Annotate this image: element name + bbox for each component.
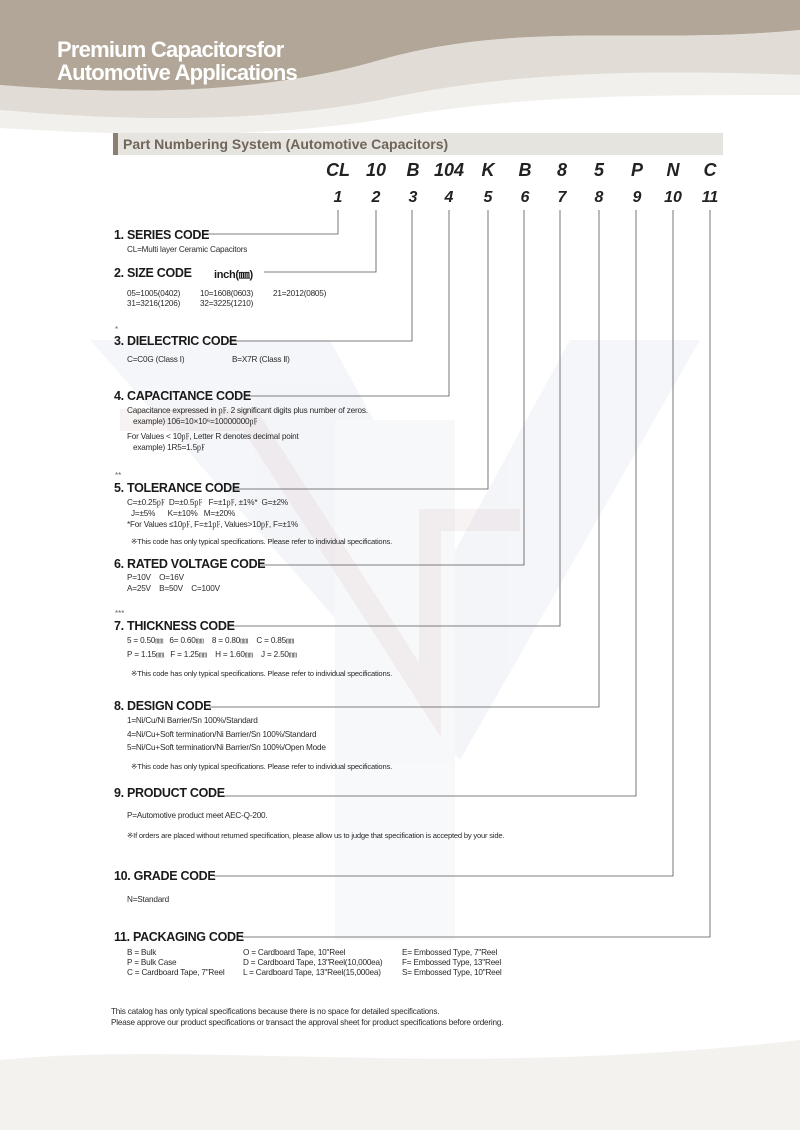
packaging-l: L = Cardboard Tape, 13"Reel(15,000ea) <box>243 968 381 977</box>
capacitance-code-heading: 4. CAPACITANCE CODE <box>114 389 251 403</box>
tolerance-code-heading: 5. TOLERANCE CODE <box>114 481 240 495</box>
design-desc-1: 1=Ni/Cu/Ni Barrier/Sn 100%/Standard <box>127 716 258 725</box>
packaging-d: D = Cardboard Tape, 13"Reel(10,000ea) <box>243 958 383 967</box>
size-code-unit: inch(㎜) <box>214 269 253 281</box>
design-desc-3: 5=Ni/Cu+Soft termination/Ni Barrier/Sn 100%/Open Mode <box>127 743 326 752</box>
dielectric-star: * <box>115 325 119 334</box>
position-number-2: 2 <box>371 189 381 206</box>
design-code-heading: 8. DESIGN CODE <box>114 699 212 713</box>
part-code-9: P <box>630 160 643 180</box>
part-code-6: B <box>518 160 532 180</box>
part-code-11: C <box>703 160 717 180</box>
series-code-heading: 1. SERIES CODE <box>114 228 210 242</box>
part-code-4: 104 <box>433 160 465 180</box>
thickness-desc-1: 5 = 0.50㎜ 6= 0.60㎜ 8 = 0.80㎜ C = 0.85㎜ <box>127 636 294 645</box>
size-21: 21=2012(0805) <box>273 289 327 298</box>
part-code-5: K <box>481 160 495 180</box>
packaging-b: B = Bulk <box>127 948 157 957</box>
part-code-10: N <box>666 160 680 180</box>
title-line-2: Automotive Applications <box>57 60 297 85</box>
size-05: 05=1005(0402) <box>127 289 181 298</box>
footer-note-1: This catalog has only typical specifications because there is no space for detailed specifications. <box>111 1007 440 1016</box>
tolerance-note: ※This code has only typical specifications. Please refer to individual specifications. <box>131 537 392 546</box>
capacitance-desc-2: example) 106=10×10⁶=10000000㎊ <box>133 417 258 426</box>
capacitance-desc-1: Capacitance expressed in ㎊. 2 significant digits plus number of zeros. <box>127 406 368 415</box>
tolerance-desc-1: C=±0.25㎊ D=±0.5㎊ F=±1㎊, ±1%* G=±2% <box>127 498 288 507</box>
packaging-e: E= Embossed Type, 7"Reel <box>402 948 498 957</box>
size-code-heading: 2. SIZE CODE <box>114 266 192 280</box>
part-code-3: B <box>406 160 420 180</box>
position-number-9: 9 <box>632 189 642 206</box>
design-desc-2: 4=Ni/Cu+Soft termination/Ni Barrier/Sn 100%/Standard <box>127 730 317 739</box>
packaging-p: P = Bulk Case <box>127 958 177 967</box>
product-code-heading: 9. PRODUCT CODE <box>114 786 225 800</box>
tolerance-desc-2: J=±5% K=±10% M=±20% <box>131 509 236 518</box>
footer-note-2: Please approve our product specifications or transact the approval sheet for product specifications before ordering. <box>111 1018 504 1027</box>
thickness-star: *** <box>115 609 125 618</box>
packaging-s: S= Embossed Type, 10"Reel <box>402 968 502 977</box>
dielectric-x7r: B=X7R (Class Ⅱ) <box>232 355 290 364</box>
product-desc: P=Automotive product meet AEC-Q-200. <box>127 811 268 820</box>
part-code-8: 5 <box>593 160 604 180</box>
packaging-code-heading: 11. PACKAGING CODE <box>114 930 244 944</box>
part-code-2: 10 <box>365 160 387 180</box>
dielectric-code-heading: 3. DIELECTRIC CODE <box>114 334 238 348</box>
position-number-8: 8 <box>594 189 604 206</box>
position-number-1: 1 <box>333 189 343 206</box>
grade-desc: N=Standard <box>127 895 169 904</box>
size-10: 10=1608(0603) <box>200 289 254 298</box>
position-number-4: 4 <box>444 189 454 206</box>
thickness-desc-2: P = 1.15㎜ F = 1.25㎜ H = 1.60㎜ J = 2.50㎜ <box>127 650 297 659</box>
dielectric-c0g: C=C0G (Class Ⅰ) <box>127 355 185 364</box>
grade-code-heading: 10. GRADE CODE <box>114 869 216 883</box>
position-number-7: 7 <box>557 189 567 206</box>
voltage-desc-2: A=25V B=50V C=100V <box>127 584 220 593</box>
size-32: 32=3225(1210) <box>200 299 254 308</box>
section-title: Part Numbering System (Automotive Capacitors) <box>123 136 449 152</box>
part-code-7: 8 <box>556 160 567 180</box>
packaging-c: C = Cardboard Tape, 7"Reel <box>127 968 225 977</box>
series-code-desc: CL=Multi layer Ceramic Capacitors <box>127 245 248 254</box>
capacitance-desc-4: example) 1R5=1.5㎊ <box>133 443 205 452</box>
part-code-1: CL <box>326 160 350 180</box>
thickness-note: ※This code has only typical specifications. Please refer to individual specifications. <box>131 669 392 678</box>
voltage-desc-1: P=10V O=16V <box>127 573 184 582</box>
document-title <box>57 38 297 84</box>
position-number-6: 6 <box>520 189 530 206</box>
voltage-code-heading: 6. RATED VOLTAGE CODE <box>114 557 266 571</box>
title-line-1: Premium Capacitorsfor <box>57 37 284 62</box>
position-number-5: 5 <box>483 189 493 206</box>
position-number-11: 11 <box>701 189 719 206</box>
tolerance-star: ** <box>115 471 122 480</box>
product-note: ※If orders are placed without returned specification, please allow us to judge that specification is accepted by your side. <box>127 831 505 840</box>
thickness-code-heading: 7. THICKNESS CODE <box>114 619 235 633</box>
tolerance-desc-3: *For Values ≤10㎊, F=±1㎊, Values>10㎊, F=±1% <box>127 520 299 529</box>
packaging-f: F= Embossed Type, 13"Reel <box>402 958 502 967</box>
size-31: 31=3216(1206) <box>127 299 181 308</box>
capacitance-desc-3: For Values < 10㎊, Letter R denotes decimal point <box>127 432 299 441</box>
position-number-3: 3 <box>408 189 418 206</box>
packaging-o: O = Cardboard Tape, 10"Reel <box>243 948 346 957</box>
position-number-10: 10 <box>664 189 682 206</box>
design-note: ※This code has only typical specifications. Please refer to individual specifications. <box>131 762 392 771</box>
section-accent <box>113 133 118 155</box>
